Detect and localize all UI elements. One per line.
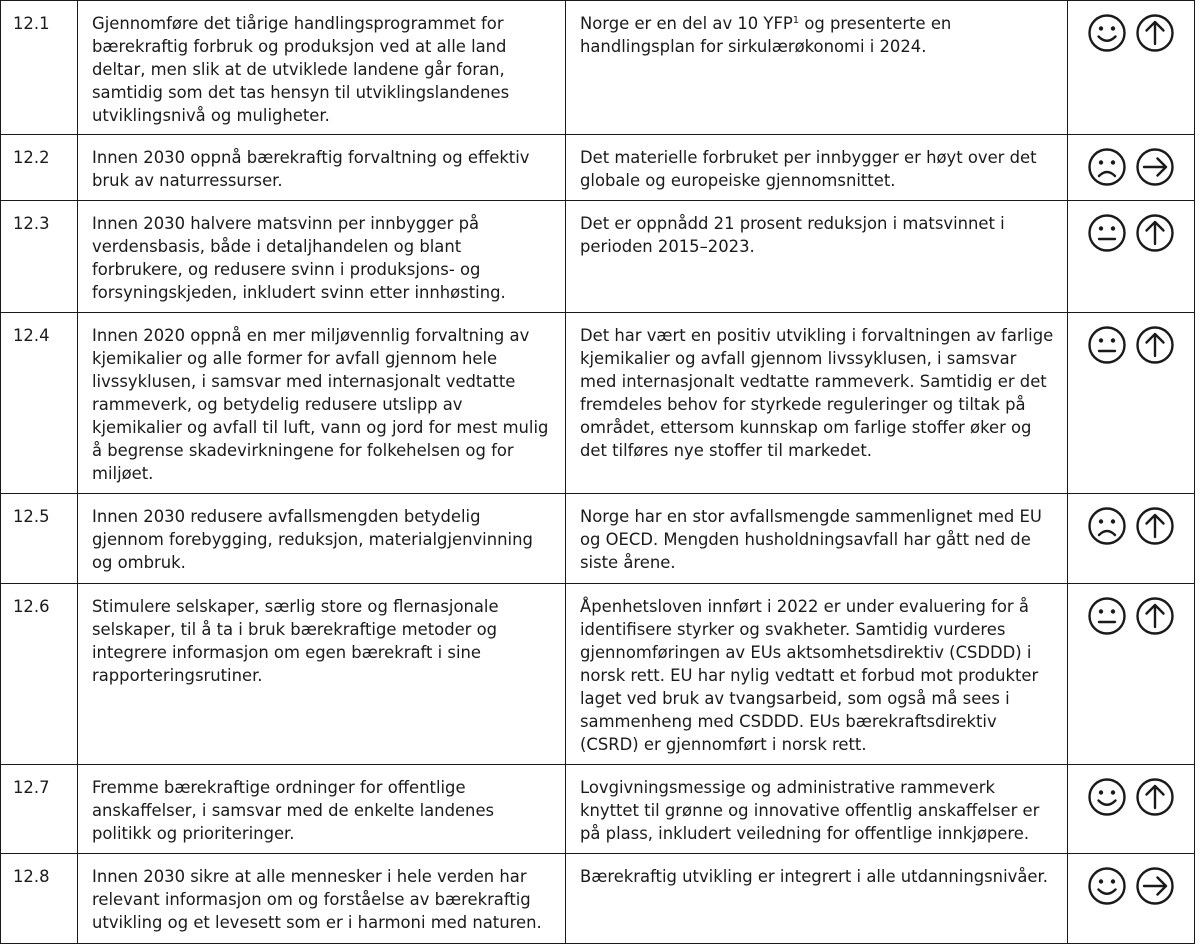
target-description: Innen 2030 oppnå bærekraftig forvaltning og effektiv bruk av naturressurser.	[78, 135, 566, 201]
status-indicators	[1087, 13, 1175, 53]
table-row	[1, 765, 1195, 854]
status-indicators	[1087, 866, 1175, 906]
arrow-right-icon	[1135, 147, 1175, 187]
arrow-up-icon	[1135, 13, 1175, 53]
status-description: Åpenhetsloven innført i 2022 er under evaluering for å identifisere styrker og svakheter. Samtidig vurderes gjennomføringen av EUs aktsomhetsdirektiv (CSDDD) i norsk rett. EU har nylig vedtatt et forbud mot produkter laget ved bruk av tvangsarbeid, som også må sees i sammenheng med CSDDD. EUs bærekraftsdirektiv (CSRD) er gjennomført i norsk rett.	[566, 584, 1068, 765]
status-description: Norge har en stor avfallsmengde sammenlignet med EU og OECD. Mengden husholdningsavfall har gått ned de siste årene.	[566, 494, 1068, 584]
status-indicators	[1087, 213, 1175, 253]
sad-face-icon	[1087, 506, 1127, 546]
target-id: 12.2	[1, 135, 78, 201]
table-row	[1, 854, 1195, 944]
status-indicators	[1087, 777, 1175, 817]
status-description: Lovgivningsmessige og administrative rammeverk knyttet til grønne og innovative offentlig anskaffelser er på plass, inkludert veiledning for offentlige innkjøpere.	[566, 765, 1068, 854]
target-id: 12.4	[1, 313, 78, 494]
happy-face-icon	[1087, 777, 1127, 817]
status-description: Norge er en del av 10 YFP$^1$ og presenterte en handlingsplan for sirkulærøkonomi i 2024.	[566, 1, 1068, 135]
neutral-face-icon	[1087, 596, 1127, 636]
table-row	[1, 494, 1195, 584]
target-id: 12.6	[1, 584, 78, 765]
status-description: Det materielle forbruket per innbygger er høyt over det globale og europeiske gjennomsnittet.	[566, 135, 1068, 201]
footnote-marker: 1	[792, 15, 800, 26]
table-row	[1, 135, 1195, 201]
target-description: Innen 2030 sikre at alle mennesker i hele verden har relevant informasjon om og forståelse av bærekraftig utvikling og et levesett som er i harmoni med naturen.	[78, 854, 566, 944]
status-indicators	[1087, 325, 1175, 365]
target-description: Innen 2030 redusere avfallsmengden betydelig gjennom forebygging, reduksjon, materialgjenvinning og ombruk.	[78, 494, 566, 584]
target-description: Gjennomføre det tiårige handlingsprogrammet for bærekraftig forbruk og produksjon ved at alle land deltar, men slik at de utviklede landene går foran, samtidig som det tas hensyn til utviklingslandenes utviklingsnivå og muligheter.	[78, 1, 566, 135]
target-description: Stimulere selskaper, særlig store og flernasjonale selskaper, til å ta i bruk bærekraftige metoder og integrere informasjon om egen bærekraft i sine rapporteringsrutiner.	[78, 584, 566, 765]
table-row	[1, 313, 1195, 494]
status-description: Det har vært en positiv utvikling i forvaltningen av farlige kjemikalier og avfall gjennom livssyklusen, i samsvar med internasjonalt vedtatte rammeverk. Samtidig er det fremdeles behov for styrkede reguleringer og tiltak på området, ettersom kunnskap om farlige stoffer øker og det tilføres nye stoffer til markedet.	[566, 313, 1068, 494]
target-description: Innen 2030 halvere matsvinn per innbygger på verdensbasis, både i detaljhandelen og blant forbrukere, og redusere svinn i produksjons- og forsyningskjeden, inkludert svinn etter innhøsting.	[78, 201, 566, 313]
target-id: 12.1	[1, 1, 78, 135]
table-row	[1, 1, 1195, 135]
target-id: 12.7	[1, 765, 78, 854]
arrow-up-icon	[1135, 325, 1175, 365]
neutral-face-icon	[1087, 325, 1127, 365]
target-description: Innen 2020 oppnå en mer miljøvennlig forvaltning av kjemikalier og alle former for avfall gjennom hele livssyklusen, i samsvar med internasjonalt vedtatte rammeverk, og betydelig redusere utslipp av kjemikalier og avfall til luft, vann og jord for mest mulig å begrense skadevirkningene for folkehelsen og for miljøet.	[78, 313, 566, 494]
target-description: Fremme bærekraftige ordninger for offentlige anskaffelser, i samsvar med de enkelte landenes politikk og prioriteringer.	[78, 765, 566, 854]
table-row	[1, 201, 1195, 313]
status-description: Bærekraftig utvikling er integrert i alle utdanningsnivåer.	[566, 854, 1068, 944]
status-indicators	[1087, 596, 1175, 636]
arrow-right-icon	[1135, 866, 1175, 906]
target-id: 12.8	[1, 854, 78, 944]
sad-face-icon	[1087, 147, 1127, 187]
status-description: Det er oppnådd 21 prosent reduksjon i matsvinnet i perioden 2015–2023.	[566, 201, 1068, 313]
status-indicators	[1087, 506, 1175, 546]
arrow-up-icon	[1135, 596, 1175, 636]
arrow-up-icon	[1135, 506, 1175, 546]
target-id: 12.5	[1, 494, 78, 584]
happy-face-icon	[1087, 866, 1127, 906]
status-indicators	[1087, 147, 1175, 187]
table-row	[1, 584, 1195, 765]
happy-face-icon	[1087, 13, 1127, 53]
arrow-up-icon	[1135, 777, 1175, 817]
target-id: 12.3	[1, 201, 78, 313]
neutral-face-icon	[1087, 213, 1127, 253]
arrow-up-icon	[1135, 213, 1175, 253]
